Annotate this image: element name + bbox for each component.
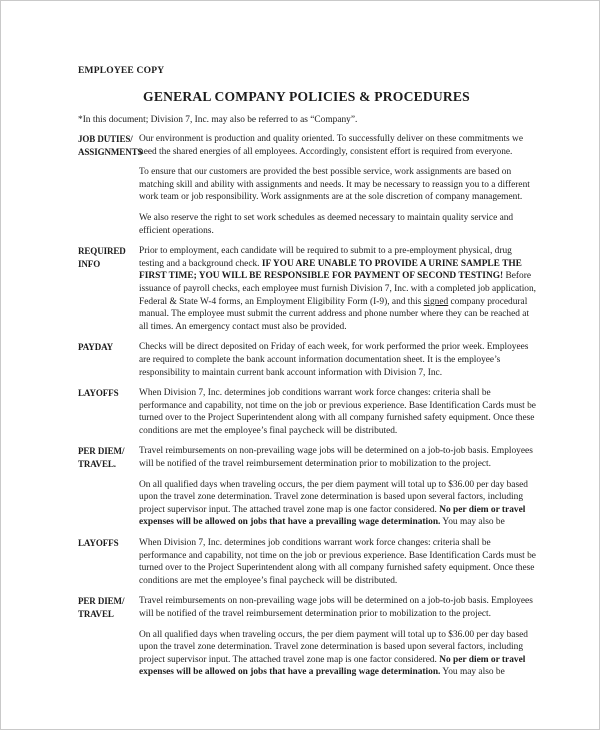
text-run: No per diem or travel expenses will be allowed on jobs that have a prevailing wage determination. [139,504,526,528]
policy-paragraph [139,245,537,333]
section-label [78,595,139,687]
policy-paragraph [139,212,537,237]
section-label-line: LAYOFFS [78,538,119,549]
section-label-line: TRAVEL. [78,459,116,470]
section-label [78,133,143,245]
policy-paragraph [139,537,537,587]
text-run: Our environment is production and quality oriented. To successfully deliver on these commitments we need the shared energies of all employees. Accordingly, consistent effort is required from everyone. [139,134,523,157]
policy-paragraph [139,387,537,437]
text-run: company procedural manual. The employee must submit the current address and phone number where they can be reached at all times. An emergency contact must also be provided. [139,296,530,332]
section-body [139,445,537,537]
policy-section [78,595,535,687]
text-run: signed [423,296,449,307]
policy-paragraph [139,629,537,679]
document-footnote: *In this document; Division 7, Inc. may also be referred to as “Company”. [78,114,358,125]
text-run: You may also be [440,667,505,678]
section-label-line: JOB DUTIES/ [78,134,133,144]
section-body [139,595,537,687]
policy-section [78,445,535,537]
text-run: Travel reimbursements on non-prevailing wage jobs will be determined on a job-to-job basis. Employees will be notified of the travel reimbursement determination prior to mobilization to the project. [139,446,533,470]
section-label-line: LAYOFFS [78,388,119,399]
policy-section [78,387,535,445]
section-label [78,245,139,341]
policy-paragraph [139,595,537,620]
section-label-line: PAYDAY [78,342,114,353]
section-label [78,445,139,537]
policy-paragraph [139,133,537,158]
sections-container [78,133,535,687]
section-label [78,537,139,595]
section-label-line: PER DIEM/ [78,596,125,607]
section-label-line: PER DIEM/ [78,446,125,457]
section-label-line: REQUIRED [78,246,126,257]
section-body [139,387,537,445]
text-run: On all qualified days when traveling occurs, the per diem payment will total up to $36.00 per day based upon the travel zone determination. Travel zone determination is based upon several factors, including project supervisor input. The attached travel zone map is one factor considered. [139,479,528,515]
section-label [78,341,139,387]
text-run: Checks will be direct deposited on Friday of each week, for work performed the prior week. Employees are required to complete the bank account information documentation sheet. It is the employee’s responsibility to maintain current bank account information with Division 7, Inc. [139,342,529,378]
section-body [139,537,537,595]
policy-paragraph [139,166,537,204]
section-body [139,341,537,387]
section-label [78,387,139,445]
text-run: On all qualified days when traveling occurs, the per diem payment will total up to $36.00 per day based upon the travel zone determination. Travel zone determination is based upon several factors, including project supervisor input. The attached travel zone map is one factor considered. [139,629,528,665]
policy-paragraph [139,445,537,470]
section-label-line: INFO [78,258,101,269]
section-label-line: ASSIGNMENTS [78,146,143,157]
policy-section [78,133,535,245]
text-run: Prior to employment, each candidate will be required to submit to a pre-employment physical, drug testing and a background check. [139,246,512,269]
policy-paragraph [139,479,537,529]
text-run: To ensure that our customers are provided the best possible service, work assignments are based on matching skill and ability with assignments and needs. It may be necessary to reassign you to a different work team or job responsibility. Work assignments are at the sole discretion of company management. [139,167,530,203]
text-run: Travel reimbursements on non-prevailing wage jobs will be determined on a job-to-job basis. Employees will be notified of the travel reimbursement determination prior to mobilization to the project. [139,596,533,619]
policy-section [78,245,535,341]
text-run: When Division 7, Inc. determines job conditions warrant work force changes: criteria shall be performance and capability, not time on the job or previous experience. Base Identification Cards must be turned over to the Project Superintendent along with all company furnished safety equipment. Once these conditions are met the employee’s final paycheck will be distributed. [139,538,536,586]
document-title: GENERAL COMPANY POLICIES & PROCEDURES [143,88,470,104]
text-run: When Division 7, Inc. determines job conditions warrant work force changes: criteria shall be performance and capability, not time on the job or previous experience. Base Identification Cards must be turned over to the Project Superintendent along with all company furnished safety equipment. Once these conditions are met the employee’s final paycheck will be distributed. [139,388,536,436]
text-run: IF YOU ARE UNABLE TO PROVIDE A URINE SAMPLE THE FIRST TIME; YOU WILL BE RESPONSIBLE FOR PAYMENT OF SECOND TESTING! [139,258,522,282]
section-body [139,133,537,245]
section-label-line: TRAVEL [78,609,114,619]
section-body [139,245,537,341]
policy-section [78,341,535,387]
text-run: Before issuance of payroll checks, each employee must furnish Division 7, Inc. with a completed job application, Federal & State W-4 forms, an Employment Eligibility Form (I-9), and this [139,271,537,307]
text-run: We also reserve the right to set work schedules as deemed necessary to maintain quality service and efficient operations. [139,212,514,236]
policy-paragraph [139,341,537,379]
policy-section [78,537,535,595]
employee-copy-label: EMPLOYEE COPY [78,66,165,76]
text-run: You may also be [440,517,505,528]
text-run: No per diem or travel expenses will be allowed on jobs that have a prevailing wage determination. [139,654,526,678]
